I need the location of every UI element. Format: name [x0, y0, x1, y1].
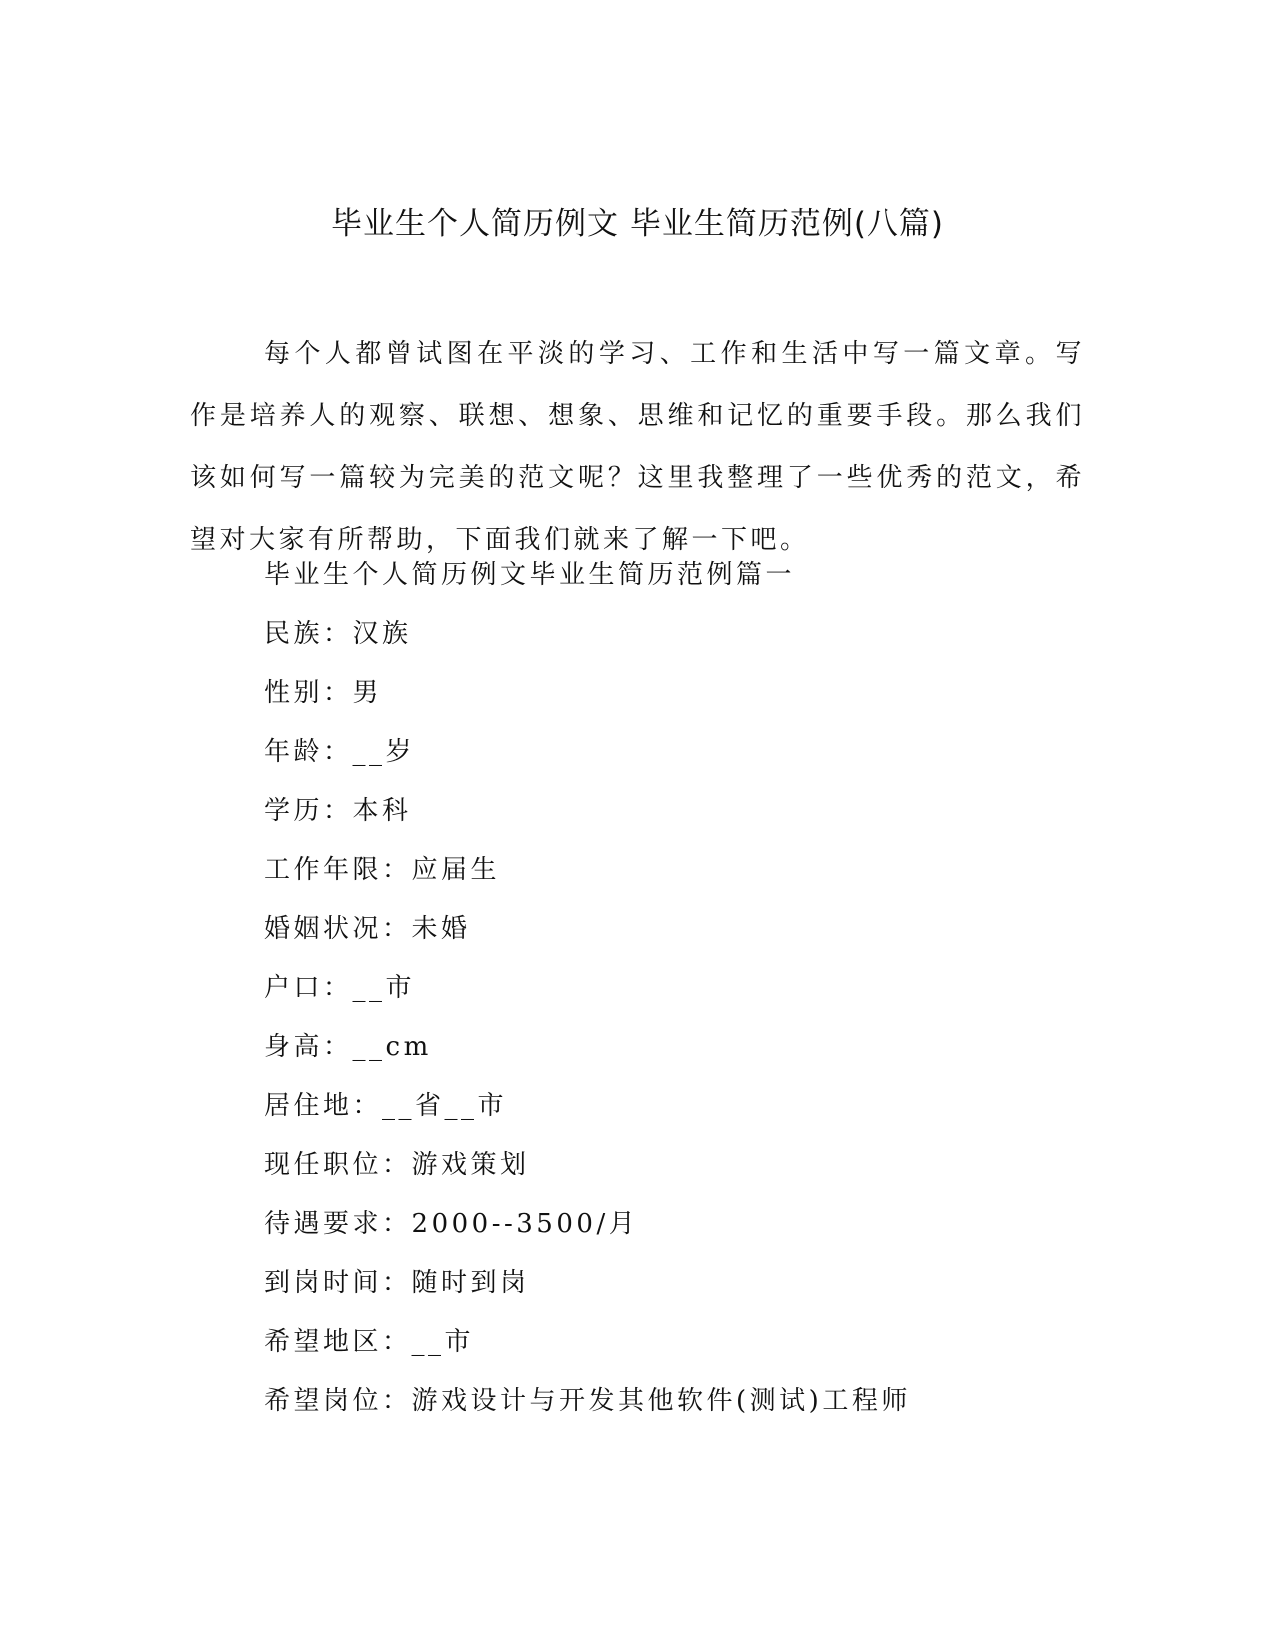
field-salary: [264, 1204, 638, 1244]
field-work-years: [264, 850, 500, 890]
field-separator: ：: [382, 914, 412, 944]
field-value: __cm: [352, 1032, 432, 1062]
field-label: 现任职位: [264, 1150, 383, 1180]
field-separator: ：: [382, 1268, 412, 1298]
intro-paragraph: 每个人都曾试图在平淡的学习、工作和生活中写一篇文章。写作是培养人的观察、联想、想象、思维和记忆的重要手段。那么我们该如何写一篇较为完美的范文呢？这里我整理了一些优秀的范文，希望对大家有所帮助，下面我们就来了解一下吧。: [190, 339, 1085, 555]
field-separator: ：: [382, 1150, 412, 1180]
field-hukou: [264, 968, 415, 1008]
field-value: __岁: [352, 737, 416, 767]
field-label: 民族: [264, 619, 324, 649]
field-label: 身高: [264, 1032, 324, 1062]
field-label: 年龄: [264, 737, 324, 767]
field-label: 希望地区: [264, 1327, 383, 1357]
field-desired-region: [264, 1322, 474, 1362]
field-value: 随时到岗: [411, 1268, 530, 1298]
field-value: 应届生: [411, 855, 501, 885]
field-separator: ：: [382, 1209, 412, 1239]
field-value: 游戏设计与开发其他软件(测试)工程师: [411, 1386, 911, 1416]
field-label: 婚姻状况: [264, 914, 383, 944]
field-label: 工作年限: [264, 855, 383, 885]
field-separator: ：: [382, 1386, 412, 1416]
field-separator: ：: [382, 855, 412, 885]
field-start-date: [264, 1263, 530, 1303]
field-separator: ：: [352, 1091, 383, 1121]
field-separator: ：: [323, 737, 353, 767]
field-label: 户口: [264, 973, 324, 1003]
section-heading: 毕业生个人简历例文毕业生简历范例篇一: [264, 560, 796, 590]
document-title: 毕业生个人简历例文 毕业生简历范例(八篇): [330, 206, 945, 242]
field-separator: ：: [323, 678, 353, 708]
field-separator: ：: [323, 1032, 353, 1062]
field-label: 到岗时间: [264, 1268, 383, 1298]
field-value: __市: [352, 973, 416, 1003]
field-separator: ：: [323, 973, 353, 1003]
field-value: __市: [411, 1327, 475, 1357]
field-separator: ：: [382, 1327, 412, 1357]
field-marital-status: [264, 909, 471, 949]
field-ethnicity: [264, 614, 412, 654]
field-label: 性别: [264, 678, 324, 708]
field-value: 2000--3500/月: [411, 1209, 639, 1239]
field-separator: ：: [323, 619, 353, 649]
field-height: [264, 1027, 432, 1067]
field-value: 男: [352, 678, 383, 708]
field-label: 居住地: [264, 1091, 353, 1121]
field-separator: ：: [323, 796, 353, 826]
field-education: [264, 791, 412, 831]
field-gender: [264, 673, 382, 713]
field-value: 汉族: [352, 619, 412, 649]
field-current-position: [264, 1145, 530, 1185]
field-value: __省__市: [382, 1091, 508, 1121]
field-label: 学历: [264, 796, 324, 826]
field-value: 游戏策划: [411, 1150, 530, 1180]
field-value: 未婚: [411, 914, 471, 944]
field-residence: [264, 1086, 507, 1126]
field-value: 本科: [352, 796, 412, 826]
field-age: [264, 732, 415, 772]
field-label: 待遇要求: [264, 1209, 383, 1239]
field-desired-position: [264, 1381, 911, 1421]
field-label: 希望岗位: [264, 1386, 383, 1416]
